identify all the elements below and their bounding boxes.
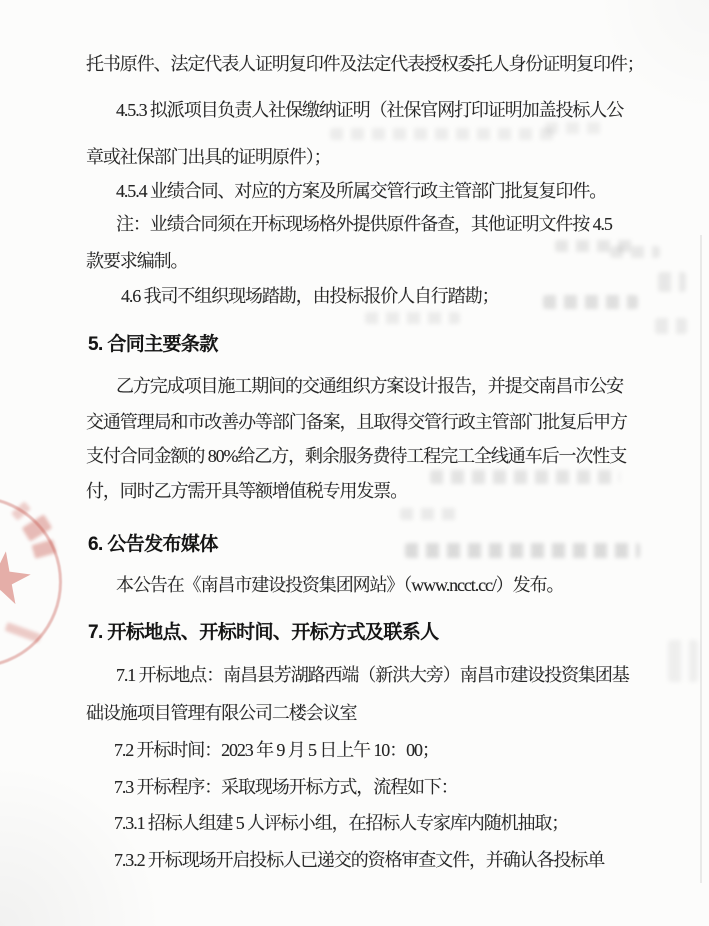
bleed-through-mark (365, 312, 460, 324)
bleed-through-mark (655, 318, 687, 334)
document-line: 注：业绩合同须在开标现场格外提供原件备查，其他证明文件按 4.5 (116, 214, 612, 234)
bleed-through-mark (430, 470, 620, 484)
bleed-through-mark (400, 508, 460, 520)
document-line: 交通管理局和市改善办等部门备案，且取得交管行政主管部门批复后甲方 (86, 412, 627, 432)
bleed-through-mark (543, 295, 638, 309)
document-line: 款要求编制。 (86, 251, 188, 271)
section-heading: 6. 公告发布媒体 (88, 534, 218, 555)
bleed-through-mark (545, 122, 605, 134)
section-heading: 7. 开标地点、开标时间、开标方式及联系人 (88, 622, 439, 643)
document-line: 7.3.2 开标现场开启投标人已递交的资格审查文件，并确认各投标单 (114, 850, 605, 870)
document-line: 础设施项目管理有限公司二楼会议室 (86, 703, 357, 723)
document-line: 托书原件、法定代表人证明复印件及法定代表授权委托人身份证明复印件； (86, 54, 644, 74)
bleed-through-mark (610, 246, 660, 258)
document-line: 章或社保部门出具的证明原件）； (86, 147, 331, 167)
document-line: 7.1 开标地点：南昌县芳湖路西端（新洪大旁）南昌市建设投资集团基 (116, 665, 629, 685)
bleed-through-mark (330, 128, 560, 140)
document-line: 7.2 开标时间：2023 年 9 月 5 日上午 10：00； (114, 740, 439, 760)
document-line: 4.5.4 业绩合同、对应的方案及所属交管行政主管部门批复复印件。 (116, 181, 607, 201)
document-line: 付，同时乙方需开具等额增值税专用发票。 (86, 481, 408, 501)
document-line: 乙方完成项目施工期间的交通组织方案设计报告，并提交南昌市公安 (116, 376, 623, 396)
section-heading: 5. 合同主要条款 (88, 334, 218, 355)
document-line: 4.5.3 拟派项目负责人社保缴纳证明（社保官网打印证明加盖投标人公 (116, 100, 624, 120)
bleed-through-mark (405, 543, 640, 558)
scan-fold-line (700, 235, 702, 883)
bleed-through-mark (668, 640, 698, 682)
document-line: 7.3 开标程序：采取现场开标方式，流程如下： (114, 777, 458, 797)
bleed-through-mark (658, 272, 686, 292)
document-line: 支付合同金额的 80%给乙方，剩余服务费待工程完工全线通车后一次性支 (86, 446, 627, 466)
document-line: 4.6 我司不组织现场踏勘，由投标报价人自行踏勘； (121, 286, 499, 306)
bleed-through-mark (555, 240, 635, 252)
document-line: 本公告在《南昌市建设投资集团网站》（www.ncct.cc/）发布。 (116, 575, 564, 595)
document-line: 7.3.1 招标人组建 5 人评标小组，在招标人专家库内随机抽取； (114, 813, 569, 833)
